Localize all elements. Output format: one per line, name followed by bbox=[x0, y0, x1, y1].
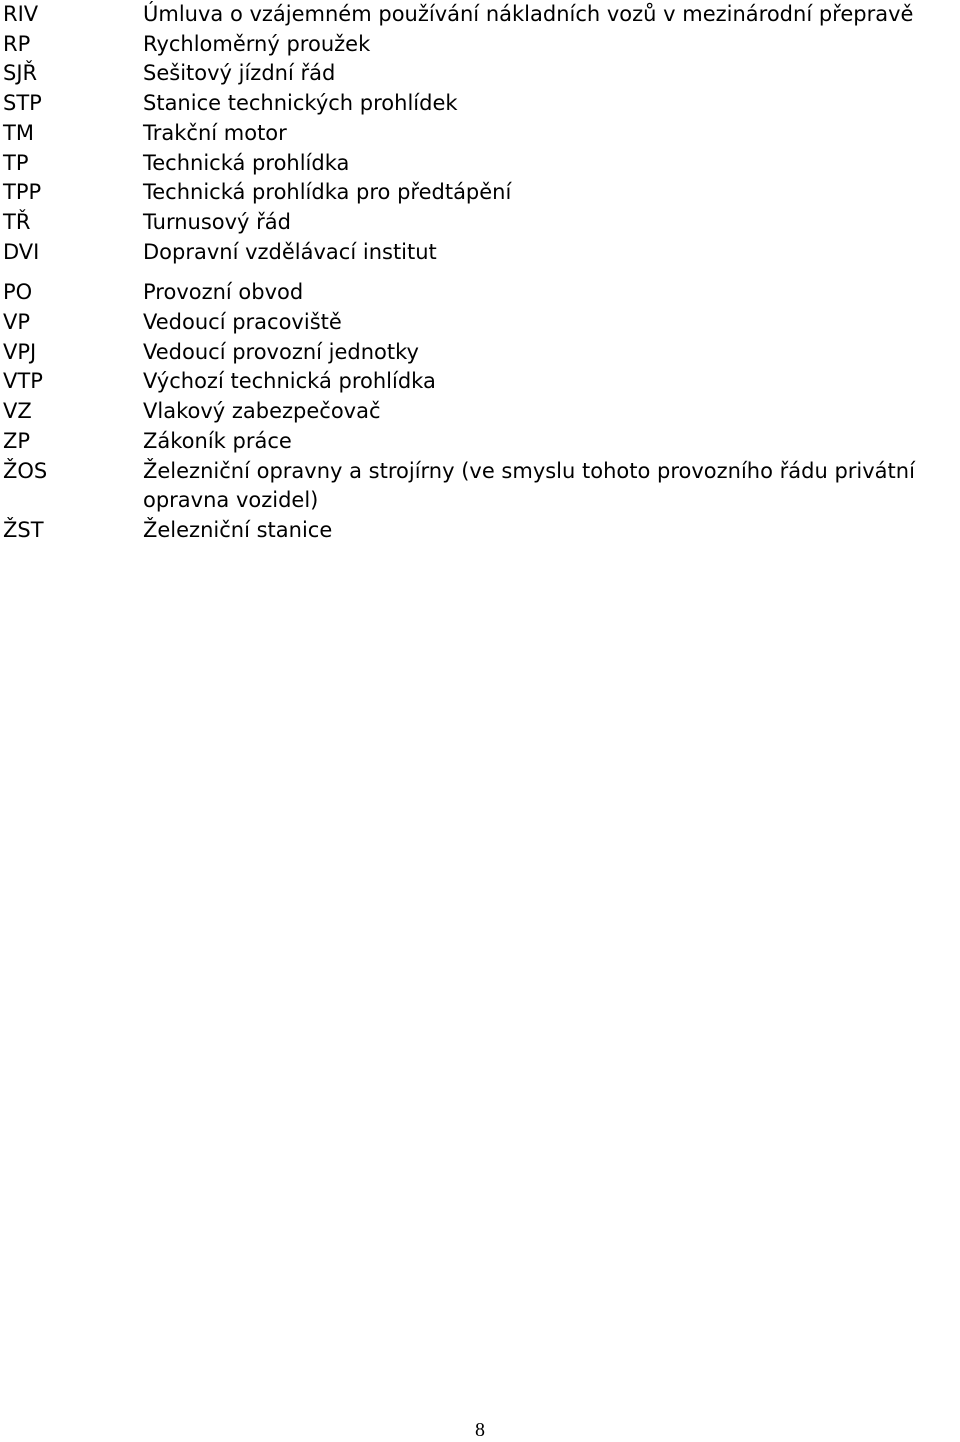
abbreviation: TŘ bbox=[3, 209, 31, 234]
abbreviation-definition: Turnusový řád bbox=[143, 209, 291, 234]
abbreviation: SJŘ bbox=[3, 61, 38, 86]
abbreviation-definition: Dopravní vzdělávací institut bbox=[143, 239, 437, 264]
abbreviation-row bbox=[0, 0, 960, 30]
abbreviation-row bbox=[0, 367, 960, 397]
abbreviation: PO bbox=[3, 280, 33, 305]
abbreviation: DVI bbox=[3, 239, 40, 264]
abbreviation-definition: Vedoucí provozní jednotky bbox=[143, 339, 419, 364]
abbreviation-definition: Rychloměrný proužek bbox=[143, 31, 371, 56]
abbreviation-definition: Provozní obvod bbox=[143, 280, 304, 305]
abbreviation-row bbox=[0, 30, 960, 60]
abbreviation-definition: Zákoník práce bbox=[143, 428, 292, 453]
abbreviation-row bbox=[0, 457, 960, 516]
abbreviation-row bbox=[0, 516, 960, 546]
abbreviation: VZ bbox=[3, 399, 32, 424]
abbreviation-row bbox=[0, 149, 960, 179]
abbreviation-definition: Sešitový jízdní řád bbox=[143, 61, 336, 86]
abbreviation-row bbox=[0, 338, 960, 368]
abbreviation: ŽOS bbox=[3, 458, 48, 483]
abbreviation-definition: Technická prohlídka bbox=[143, 150, 350, 175]
abbreviation-row bbox=[0, 208, 960, 238]
abbreviation: VP bbox=[3, 310, 31, 335]
abbreviation: ŽST bbox=[3, 517, 44, 542]
abbreviation: VTP bbox=[3, 369, 43, 394]
abbreviation-definition: Trakční motor bbox=[143, 120, 287, 145]
abbreviation: STP bbox=[3, 91, 42, 116]
abbreviation-row bbox=[0, 59, 960, 89]
abbreviation-definition: Úmluva o vzájemném používání nákladních vozů v mezinárodní přepravě bbox=[143, 2, 914, 26]
page-number: 8 bbox=[475, 1419, 485, 1441]
abbreviation-row bbox=[0, 278, 960, 308]
abbreviation-definition: Technická prohlídka pro předtápění bbox=[143, 180, 512, 205]
abbreviation: RIV bbox=[3, 2, 39, 26]
abbreviation-row bbox=[0, 119, 960, 149]
abbreviation: TM bbox=[3, 120, 34, 145]
abbreviation-row bbox=[0, 427, 960, 457]
abbreviation-definition: Stanice technických prohlídek bbox=[143, 91, 458, 116]
abbreviation-list bbox=[0, 0, 960, 546]
abbreviation: TPP bbox=[3, 180, 42, 205]
abbreviation-definition: Výchozí technická prohlídka bbox=[143, 369, 436, 394]
abbreviation-row bbox=[0, 397, 960, 427]
abbreviation-definition: Vlakový zabezpečovač bbox=[143, 399, 381, 424]
abbreviation: ZP bbox=[3, 428, 31, 453]
abbreviation: VPJ bbox=[3, 339, 37, 364]
abbreviation-definition: Vedoucí pracoviště bbox=[143, 310, 342, 335]
abbreviation-row bbox=[0, 178, 960, 208]
abbreviation-row bbox=[0, 238, 960, 268]
abbreviation-definition: Železniční stanice bbox=[143, 517, 333, 542]
abbreviation-definition: Železniční opravny a strojírny (ve smyslu tohoto provozního řádu privátní opravna vozidel) bbox=[143, 458, 915, 513]
abbreviation: TP bbox=[3, 150, 29, 175]
abbreviation-row bbox=[0, 89, 960, 119]
abbreviation-row bbox=[0, 308, 960, 338]
abbreviation: RP bbox=[3, 31, 31, 56]
